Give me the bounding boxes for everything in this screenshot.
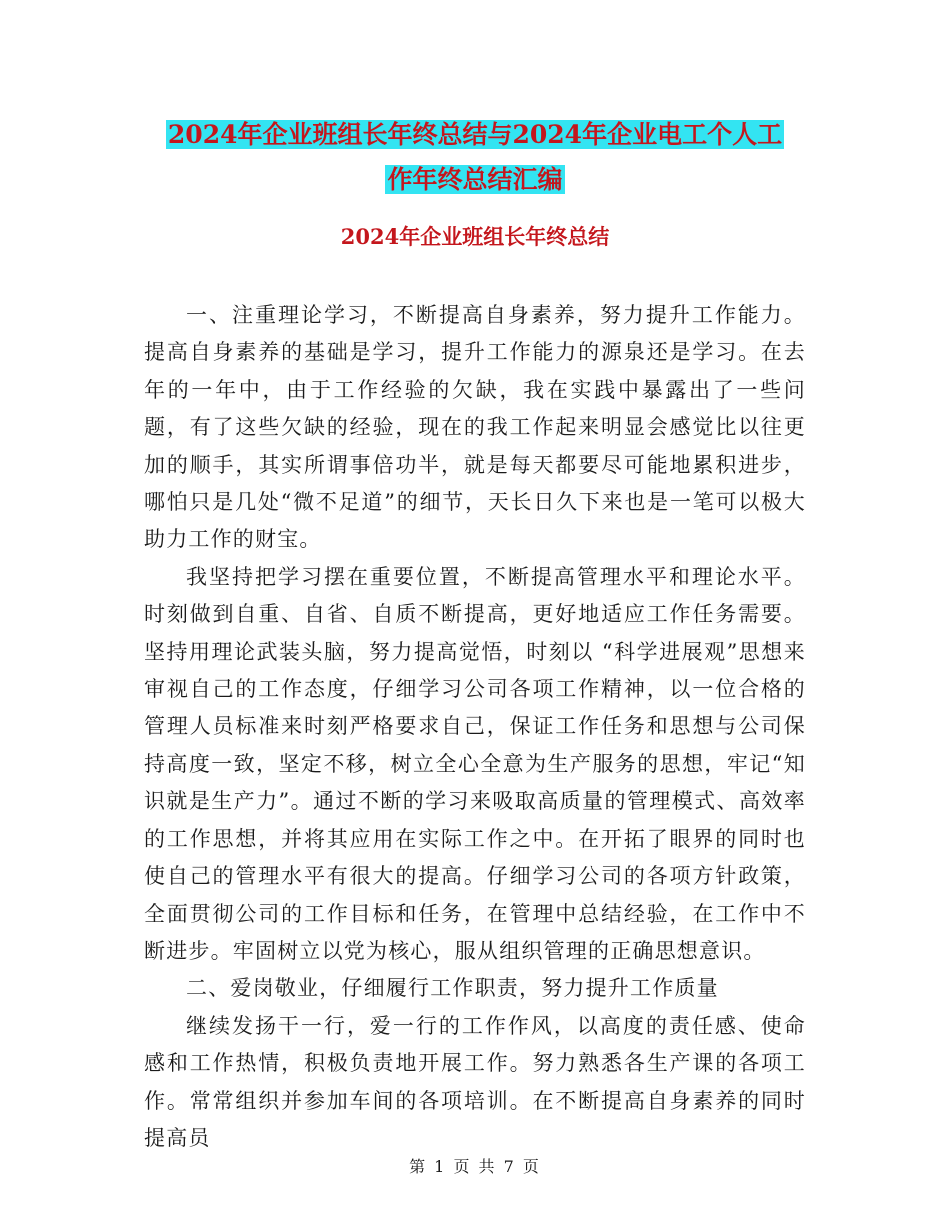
title-line-1: 2024年企业班组长年终总结与2024年企业电工个人工: [167, 120, 783, 149]
paragraph: 二、爱岗敬业，仔细履行工作职责，努力提升工作质量: [186, 976, 719, 1001]
paragraph: 一、注重理论学习，不断提高自身素养，努力提升工作能力。提高自身素养的基础是学习，提升工作能力的源泉还是学习。在去年的一年中，由于工作经验的欠缺，我在实践中暴露出了一些问题，有了这些欠缺的经验，现在的我工作起来明显会感觉比以往更加的顺手，其实所谓事倍功半，就是每天都要尽可能地累积进步，哪怕只是几处“微不足道”的细节，天长日久下来也是一笔可以极大助力工作的财宝。: [144, 303, 806, 552]
page-number-footer: 第 1 页 共 7 页: [409, 1157, 541, 1176]
paragraph: 继续发扬干一行，爱一行的工作作风，以高度的责任感、使命感和工作热情，积极负责地开展工作。努力熟悉各生产课的各项工作。常常组织并参加车间的各项培训。在不断提高自身素养的同时提高员: [144, 1013, 806, 1150]
document-title: [0, 112, 950, 202]
section-title: 2024年企业班组长年终总结: [340, 224, 610, 249]
document-body: [144, 297, 806, 1157]
title-line-2: 作年终总结汇编: [387, 165, 563, 194]
paragraph: 我坚持把学习摆在重要位置，不断提高管理水平和理论水平。时刻做到自重、自省、自质不断提高，更好地适应工作任务需要。坚持用理论武装头脑，努力提高觉悟，时刻以 “科学进展观”思想来审视自己的工作态度，仔细学习公司各项工作精神，以一位合格的管理人员标准来时刻严格要求自己，保证工作任务和思想与公司保持高度一致，坚定不移，树立全心全意为生产服务的思想，牢记“知识就是生产力”。通过不断的学习来吸取高质量的管理模式、高效率的工作思想，并将其应用在实际工作之中。在开拓了眼界的同时也使自己的管理水平有很大的提高。仔细学习公司的各项方针政策，全面贯彻公司的工作目标和任务，在管理中总结经验，在工作中不断进步。牢固树立以党为核心，服从组织管理的正确思想意识。: [144, 564, 806, 963]
